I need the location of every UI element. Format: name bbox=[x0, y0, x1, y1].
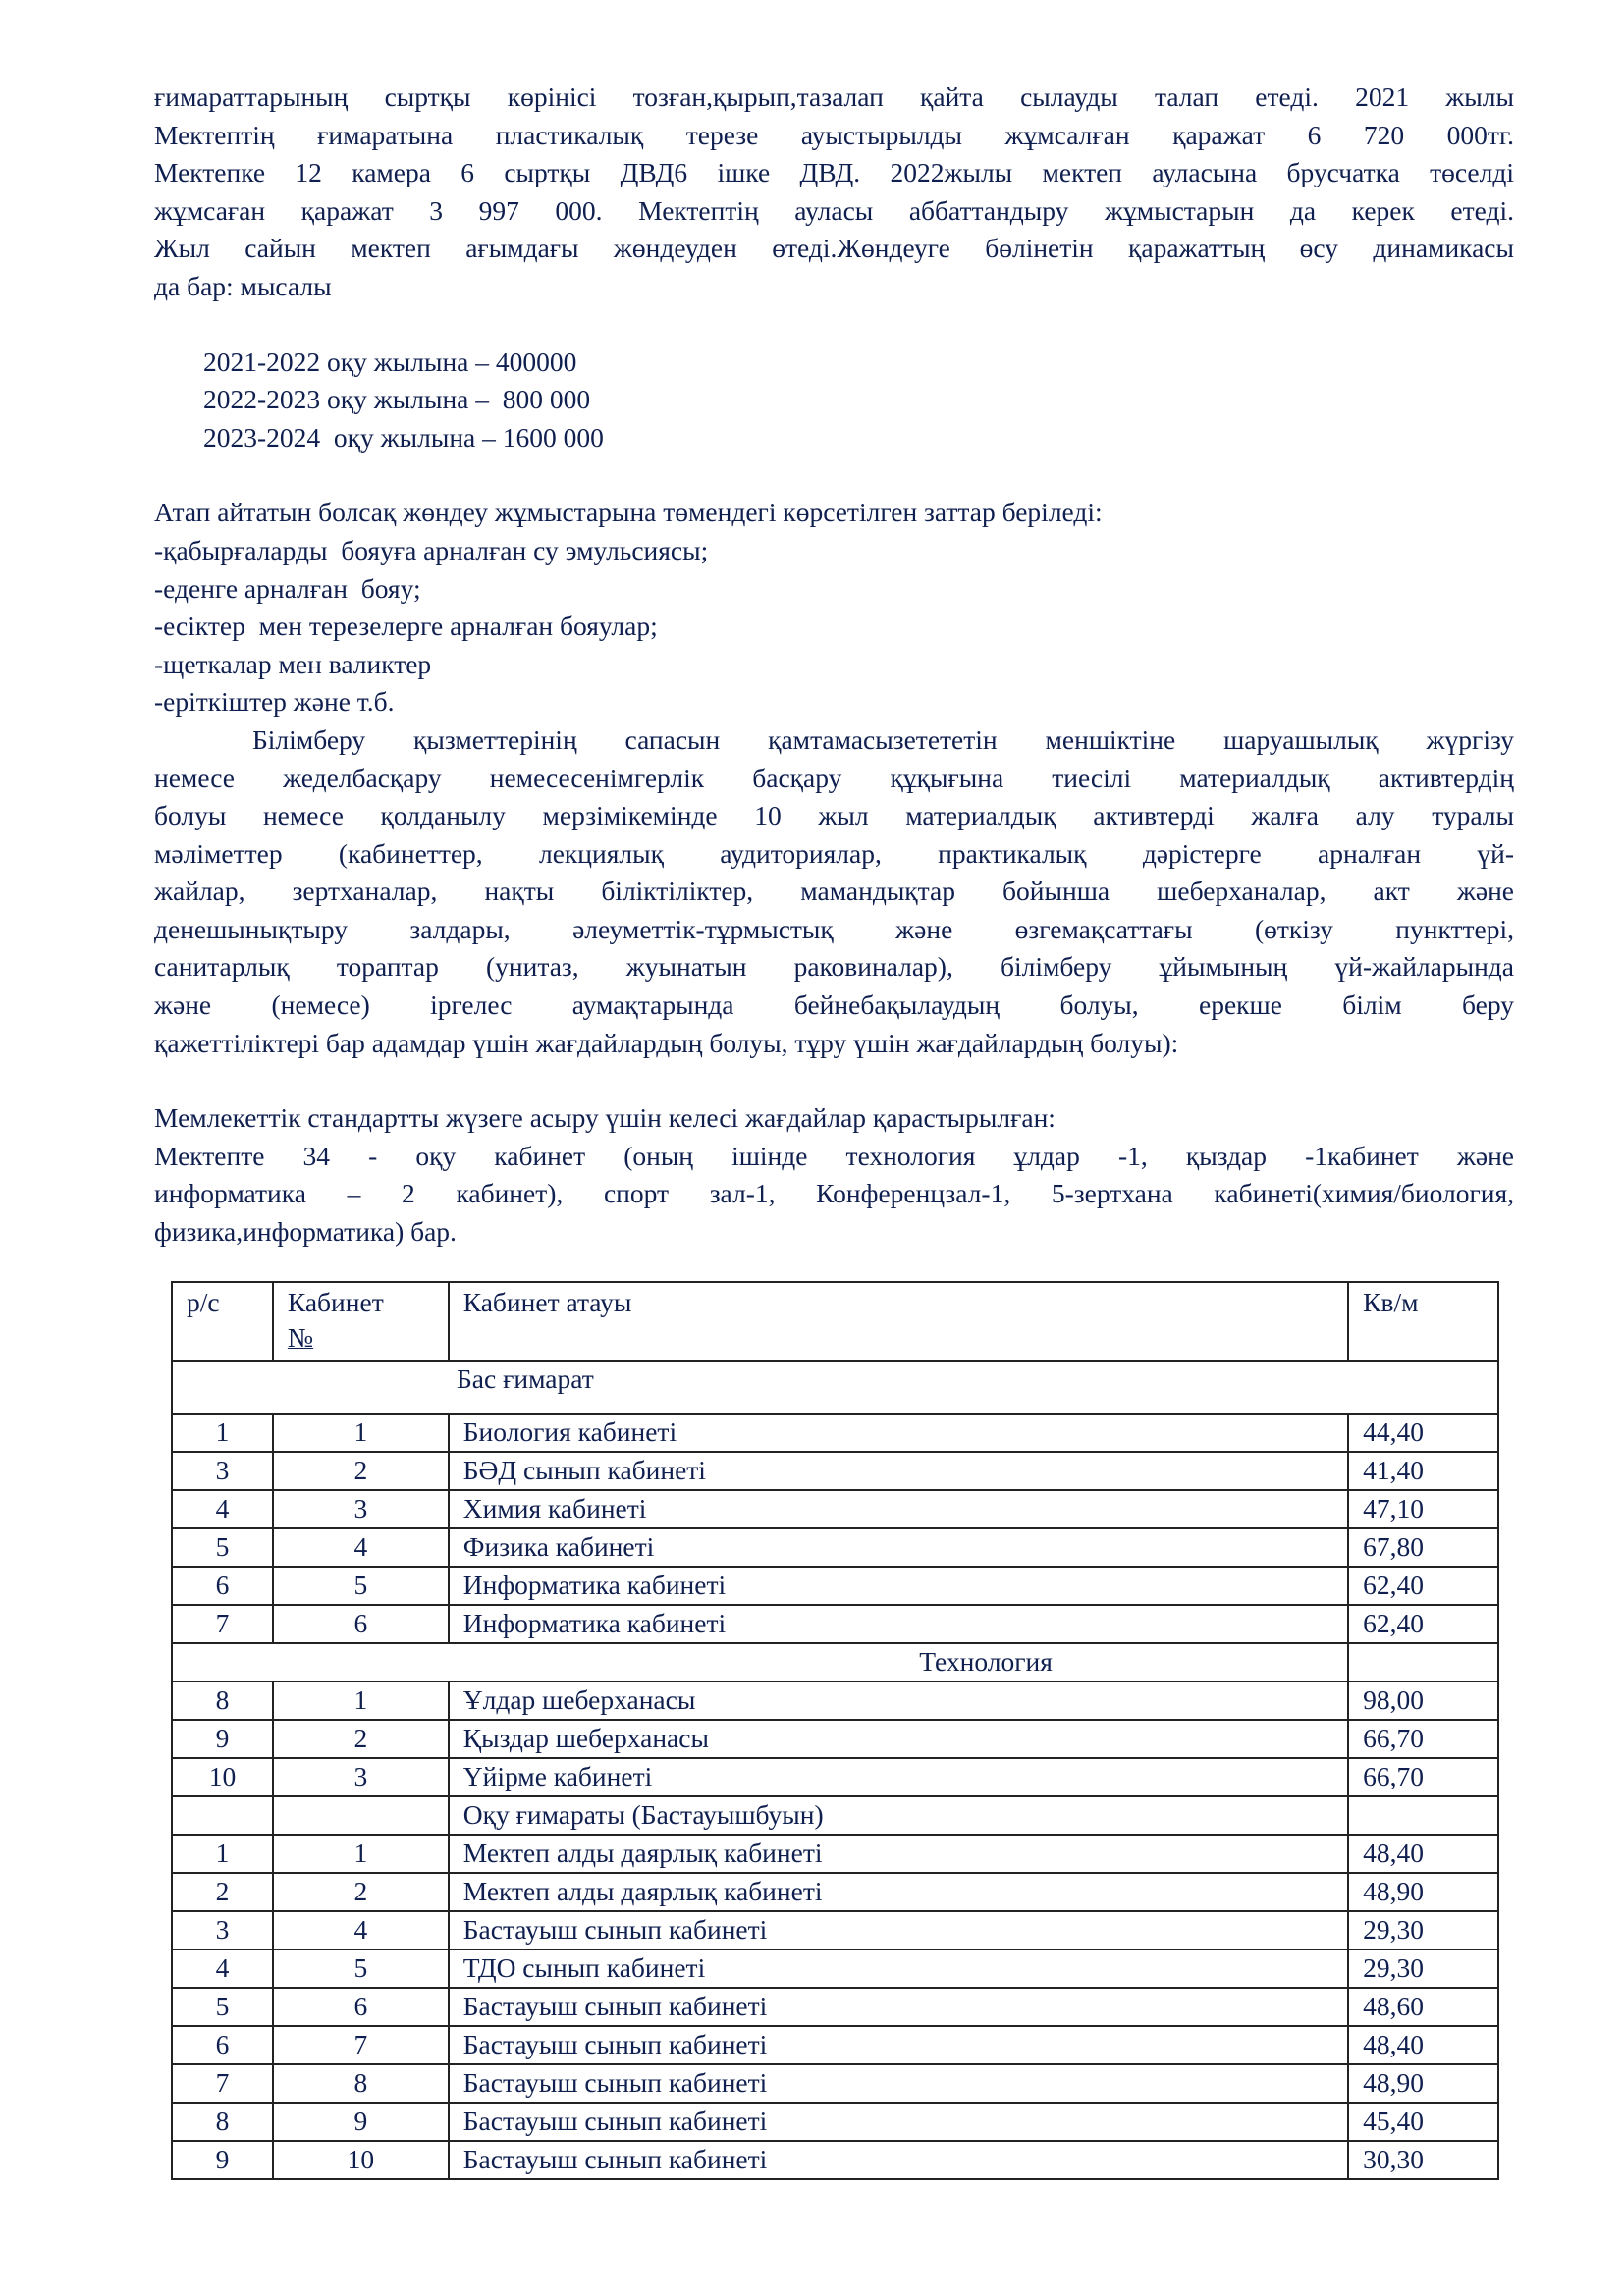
table-row bbox=[172, 1414, 1498, 1452]
table-row bbox=[172, 2026, 1498, 2064]
cell-no-empty bbox=[273, 1796, 449, 1835]
header-cabinet-no bbox=[273, 1282, 449, 1361]
cell-name: Биология кабинеті bbox=[449, 1414, 1348, 1452]
text-line: Білімберу қызметтерінің сапасын қамтамасызетететін меншіктіне шаруашылық жүргізу bbox=[252, 723, 1514, 755]
materials-item: -қабырғаларды бояуға арналған су эмульсиясы; bbox=[154, 534, 709, 565]
text-line: да бар: мысалы bbox=[154, 270, 332, 301]
section-row bbox=[172, 1796, 1498, 1835]
cell-name: Үйірме кабинеті bbox=[449, 1758, 1348, 1796]
text-line: немесе жеделбасқару немесесенімгерлік басқару құқығына тиесілі материалдық активтердің bbox=[154, 762, 1514, 793]
cell-rs: 5 bbox=[172, 1988, 273, 2026]
cell-no: 9 bbox=[273, 2103, 449, 2141]
table-row bbox=[172, 1490, 1498, 1528]
cell-no: 3 bbox=[273, 1758, 449, 1796]
cell-name: Ұлдар шеберханасы bbox=[449, 1682, 1348, 1720]
table-row bbox=[172, 1720, 1498, 1758]
cell-rs: 3 bbox=[172, 1911, 273, 1949]
cell-name: Мектеп алды даярлық кабинеті bbox=[449, 1873, 1348, 1911]
text-line: физика,информатика) бар. bbox=[154, 1216, 457, 1248]
header-cabinet-label: Кабинет bbox=[287, 1287, 384, 1317]
cell-no: 1 bbox=[273, 1835, 449, 1873]
table-row bbox=[172, 2141, 1498, 2179]
cell-area: 47,10 bbox=[1348, 1490, 1498, 1528]
header-area: Кв/м bbox=[1348, 1282, 1498, 1361]
text-line: Мектепте 34 - оқу кабинет (оның ішінде технология ұлдар -1, қыздар -1кабинет және bbox=[154, 1140, 1514, 1171]
cell-name: Бастауыш сынып кабинеті bbox=[449, 2103, 1348, 2141]
table-row bbox=[172, 1911, 1498, 1949]
cell-area: 45,40 bbox=[1348, 2103, 1498, 2141]
section-title: Оқу ғимараты (Бастауышбуын) bbox=[449, 1796, 1348, 1835]
table-row bbox=[172, 1567, 1498, 1605]
cell-name: Бастауыш сынып кабинеті bbox=[449, 2026, 1348, 2064]
funding-year-item: 2022-2023 оқу жылына – 800 000 bbox=[203, 384, 591, 415]
cell-no: 3 bbox=[273, 1490, 449, 1528]
table-row bbox=[172, 2064, 1498, 2103]
assets-paragraph bbox=[154, 721, 1514, 1062]
text-line: ғимараттарының сыртқы көрінісі тозған,қырып,тазалап қайта сылауды талап етеді. 2021 жылы bbox=[154, 81, 1514, 112]
cell-area: 41,40 bbox=[1348, 1452, 1498, 1490]
materials-section bbox=[154, 494, 1514, 721]
cell-area: 29,30 bbox=[1348, 1949, 1498, 1988]
cell-rs: 2 bbox=[172, 1873, 273, 1911]
section-title-text: Бас ғимарат bbox=[457, 1363, 594, 1394]
table-row bbox=[172, 1873, 1498, 1911]
table-row bbox=[172, 1835, 1498, 1873]
materials-item: -есіктер мен терезелерге арналған бояулар; bbox=[154, 611, 658, 642]
text-line: Мемлекеттік стандартты жүзеге асыру үшін келесі жағдайлар қарастырылған: bbox=[154, 1102, 1056, 1134]
cell-rs-empty bbox=[172, 1796, 273, 1835]
cell-name: Бастауыш сынып кабинеті bbox=[449, 2141, 1348, 2179]
cell-area: 62,40 bbox=[1348, 1605, 1498, 1643]
cell-no: 7 bbox=[273, 2026, 449, 2064]
table-row bbox=[172, 2103, 1498, 2141]
cell-area: 44,40 bbox=[1348, 1414, 1498, 1452]
cell-area: 29,30 bbox=[1348, 1911, 1498, 1949]
cell-no: 1 bbox=[273, 1682, 449, 1720]
text-line: жұмсаған қаражат 3 997 000. Мектептің ауласы аббаттандыру жұмыстарын да керек етеді. bbox=[154, 194, 1514, 226]
cell-rs: 4 bbox=[172, 1490, 273, 1528]
cell-no: 5 bbox=[273, 1567, 449, 1605]
table-row bbox=[172, 1949, 1498, 1988]
cell-rs: 6 bbox=[172, 2026, 273, 2064]
cell-area: 48,90 bbox=[1348, 2064, 1498, 2103]
table-row bbox=[172, 1758, 1498, 1796]
cell-rs: 3 bbox=[172, 1452, 273, 1490]
table-row bbox=[172, 1605, 1498, 1643]
document-page bbox=[154, 79, 1514, 1252]
cell-name: Қыздар шеберханасы bbox=[449, 1720, 1348, 1758]
cell-rs: 7 bbox=[172, 1605, 273, 1643]
materials-heading: Атап айтатын болсақ жөндеу жұмыстарына төмендегі көрсетілген заттар беріледі: bbox=[154, 497, 1103, 528]
cell-no: 2 bbox=[273, 1873, 449, 1911]
materials-item: -щеткалар мен валиктер bbox=[154, 648, 432, 679]
section-title bbox=[172, 1361, 1498, 1414]
cell-rs: 8 bbox=[172, 1682, 273, 1720]
header-cabinet-name: Кабинет атауы bbox=[449, 1282, 1348, 1361]
cell-name: БӘД сынып кабинеті bbox=[449, 1452, 1348, 1490]
section-title bbox=[172, 1643, 1348, 1682]
text-line: болуы немесе қолданылу мерзімікемінде 10 жыл материалдық активтерді жалға алу туралы bbox=[154, 800, 1514, 831]
cell-name: Физика кабинеті bbox=[449, 1528, 1348, 1567]
cell-rs: 9 bbox=[172, 2141, 273, 2179]
cell-name: Бастауыш сынып кабинеті bbox=[449, 2064, 1348, 2103]
funding-year-item: 2021-2022 оқу жылына – 400000 bbox=[203, 346, 577, 377]
cell-name: Информатика кабинеті bbox=[449, 1567, 1348, 1605]
cell-area: 48,40 bbox=[1348, 2026, 1498, 2064]
cell-area: 98,00 bbox=[1348, 1682, 1498, 1720]
funding-by-year-list bbox=[154, 344, 1514, 457]
cell-no: 5 bbox=[273, 1949, 449, 1988]
cell-rs: 4 bbox=[172, 1949, 273, 1988]
text-line: Мектептің ғимаратына пластикалық терезе ауыстырылды жұмсалған қаражат 6 720 000тг. bbox=[154, 119, 1514, 150]
cell-area-empty bbox=[1348, 1796, 1498, 1835]
text-line: Жыл сайын мектеп ағымдағы жөндеуден өтеді.Жөндеуге бөлінетін қаражаттың өсу динамикасы bbox=[154, 233, 1514, 264]
cell-rs: 9 bbox=[172, 1720, 273, 1758]
cell-no: 4 bbox=[273, 1528, 449, 1567]
cell-name: Бастауыш сынып кабинеті bbox=[449, 1911, 1348, 1949]
cell-no: 4 bbox=[273, 1911, 449, 1949]
text-line: мәліметтер (кабинеттер, лекциялық аудиториялар, практикалық дәрістерге арналған үй- bbox=[154, 837, 1514, 869]
text-line: және (немесе) іргелес аумақтарында бейнебақылаудың болуы, ерекше білім беру bbox=[154, 989, 1514, 1021]
cell-rs: 6 bbox=[172, 1567, 273, 1605]
section-title-text: Технология bbox=[919, 1646, 1053, 1677]
cell-no: 6 bbox=[273, 1988, 449, 2026]
intro-paragraph bbox=[154, 79, 1514, 306]
materials-item: -еріткіштер және т.б. bbox=[154, 686, 395, 718]
cell-rs: 1 bbox=[172, 1414, 273, 1452]
cell-rs: 5 bbox=[172, 1528, 273, 1567]
header-rs: р/с bbox=[172, 1282, 273, 1361]
text-line: Мектепке 12 камера 6 сыртқы ДВД6 ішке ДВД. 2022жылы мектеп ауласына брусчатка төселді bbox=[154, 157, 1514, 188]
text-line: қажеттіліктері бар адамдар үшін жағдайлардың болуы, тұру үшін жағдайлардың болуы): bbox=[154, 1027, 1179, 1058]
cell-no: 6 bbox=[273, 1605, 449, 1643]
cell-area: 62,40 bbox=[1348, 1567, 1498, 1605]
cell-rs: 10 bbox=[172, 1758, 273, 1796]
table-row bbox=[172, 1452, 1498, 1490]
cell-name: Бастауыш сынып кабинеті bbox=[449, 1988, 1348, 2026]
table-row bbox=[172, 1988, 1498, 2026]
cell-area: 48,90 bbox=[1348, 1873, 1498, 1911]
rooms-table bbox=[171, 1281, 1499, 2180]
table-row bbox=[172, 1528, 1498, 1567]
cell-area: 66,70 bbox=[1348, 1720, 1498, 1758]
section-row bbox=[172, 1643, 1498, 1682]
funding-year-item: 2023-2024 оқу жылына – 1600 000 bbox=[203, 421, 604, 453]
cell-rs: 7 bbox=[172, 2064, 273, 2103]
cell-area: 48,60 bbox=[1348, 1988, 1498, 2026]
cell-no: 8 bbox=[273, 2064, 449, 2103]
cell-rs: 1 bbox=[172, 1835, 273, 1873]
cell-no: 2 bbox=[273, 1452, 449, 1490]
cell-area: 48,40 bbox=[1348, 1835, 1498, 1873]
cell-area: 67,80 bbox=[1348, 1528, 1498, 1567]
cell-no: 10 bbox=[273, 2141, 449, 2179]
cell-area: 30,30 bbox=[1348, 2141, 1498, 2179]
standard-paragraph bbox=[154, 1099, 1514, 1251]
text-line: денешынықтыру залдары, әлеуметтік-тұрмыстық және өзгемақсаттағы (өткізу пункттері, bbox=[154, 913, 1514, 944]
cell-no: 2 bbox=[273, 1720, 449, 1758]
text-line: санитарлық тораптар (унитаз, жуынатын раковиналар), білімберу ұйымының үй-жайларында bbox=[154, 951, 1514, 983]
text-line: информатика – 2 кабинет), спорт зал-1, Конференцзал-1, 5-зертхана кабинеті(химия/биология, bbox=[154, 1178, 1514, 1209]
header-number-sign: № bbox=[287, 1322, 314, 1353]
cell-no: 1 bbox=[273, 1414, 449, 1452]
cell-area-empty bbox=[1348, 1643, 1498, 1682]
cell-name: ТДО сынып кабинеті bbox=[449, 1949, 1348, 1988]
cell-area: 66,70 bbox=[1348, 1758, 1498, 1796]
section-row bbox=[172, 1361, 1498, 1414]
cell-rs: 8 bbox=[172, 2103, 273, 2141]
cell-name: Мектеп алды даярлық кабинеті bbox=[449, 1835, 1348, 1873]
cell-name: Информатика кабинеті bbox=[449, 1605, 1348, 1643]
table-row bbox=[172, 1682, 1498, 1720]
materials-item: -еденге арналған бояу; bbox=[154, 572, 421, 604]
text-line: жайлар, зертханалар, нақты біліктіліктер, мамандықтар бойынша шеберханалар, акт және bbox=[154, 876, 1514, 907]
cell-name: Химия кабинеті bbox=[449, 1490, 1348, 1528]
table-header-row bbox=[172, 1282, 1498, 1361]
